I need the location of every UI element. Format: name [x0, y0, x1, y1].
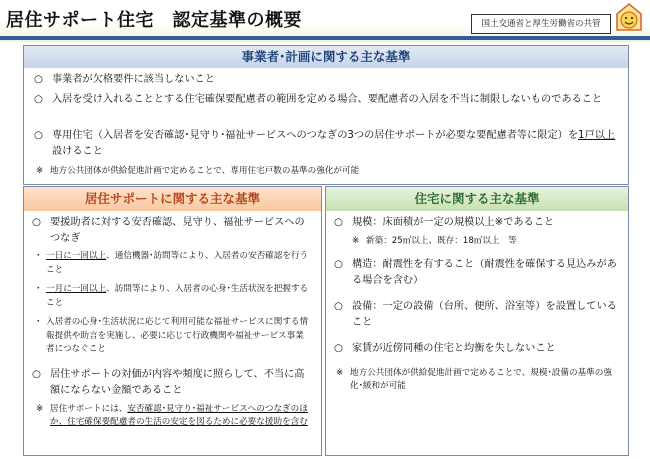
- list-item: ・ 一月に一回以上、訪問等により、入居者の心身･生活状況を把握すること: [34, 284, 309, 308]
- list-item: ○ 入居を受け入れることとする住宅確保要配慮者の範囲を定める場合、要配慮者の入居を不当に制限しないものであること: [34, 94, 603, 105]
- left-note: ※ 居住サポートには、安否確認･見守り･福祉サービスへのつなぎのほか、住宅確保要配慮者の生活の安定を図るために必要な援助を含む: [36, 404, 308, 427]
- list-item: ・ 入居者の心身･生活状況に応じて利用可能な福祉サービスに関する情報提供や助言を実施し、必要に応じて行政機関や福祉サービス事業者につなぐこと: [34, 317, 309, 354]
- list-item: ○ 居住サポートの対価が内容や頻度に照らして、不当に高額にならない金額であること: [32, 369, 305, 396]
- list-item: ○ 専用住宅（入居者を安否確認･見守り･福祉サービスへのつなぎの3つの居住サポートが必要な要配慮者等に限定）を1戸以上設けること: [34, 130, 616, 157]
- housing-criteria-heading: 住宅に関する主な基準: [326, 187, 628, 211]
- page-title: 居住サポート住宅 認定基準の概要: [6, 10, 302, 31]
- right-note: ※ 地方公共団体が供給促進計画で定めることで、規模･設備の基準の強化･緩和が可能: [336, 368, 612, 391]
- list-item: ○ 要援助者に対する安否確認、見守り、福祉サービスへのつなぎ: [32, 217, 305, 244]
- size-note: ※ 新築：25㎡以上、既存：18㎡以上 等: [352, 236, 517, 246]
- residential-support-criteria-panel: [23, 186, 322, 456]
- top-note: ※ 地方公共団体が供給促進計画で定めることで、専用住宅戸数の基準の強化が可能: [36, 166, 360, 176]
- list-item: ○ 設備：一定の設備（台所、便所、浴室等）を設置していること: [334, 301, 617, 328]
- business-plan-criteria-heading: 事業者･計画に関する主な基準: [24, 46, 628, 68]
- smiley-logo-icon: [614, 2, 644, 34]
- list-item: ○ 事業者が欠格要件に該当しないこと: [34, 74, 215, 85]
- list-item: ○ 家賃が近傍同種の住宅と均衡を失しないこと: [334, 343, 556, 354]
- title-divider: [0, 36, 650, 40]
- list-item: ・ 一日に一回以上、通信機器･訪問等により、入居者の安否確認を行うこと: [34, 251, 309, 275]
- housing-criteria-panel: [325, 186, 629, 456]
- list-item: ○ 規模：床面積が一定の規模以上※であること: [334, 217, 555, 228]
- list-item: ○ 構造：耐震性を有すること（耐震性を確保する見込みがある場合を含む）: [334, 259, 617, 286]
- residential-support-criteria-heading: 居住サポートに関する主な基準: [24, 187, 321, 211]
- business-plan-criteria-panel: [23, 45, 629, 185]
- ministry-badge: 国土交通省と厚生労働省の共管: [471, 14, 611, 34]
